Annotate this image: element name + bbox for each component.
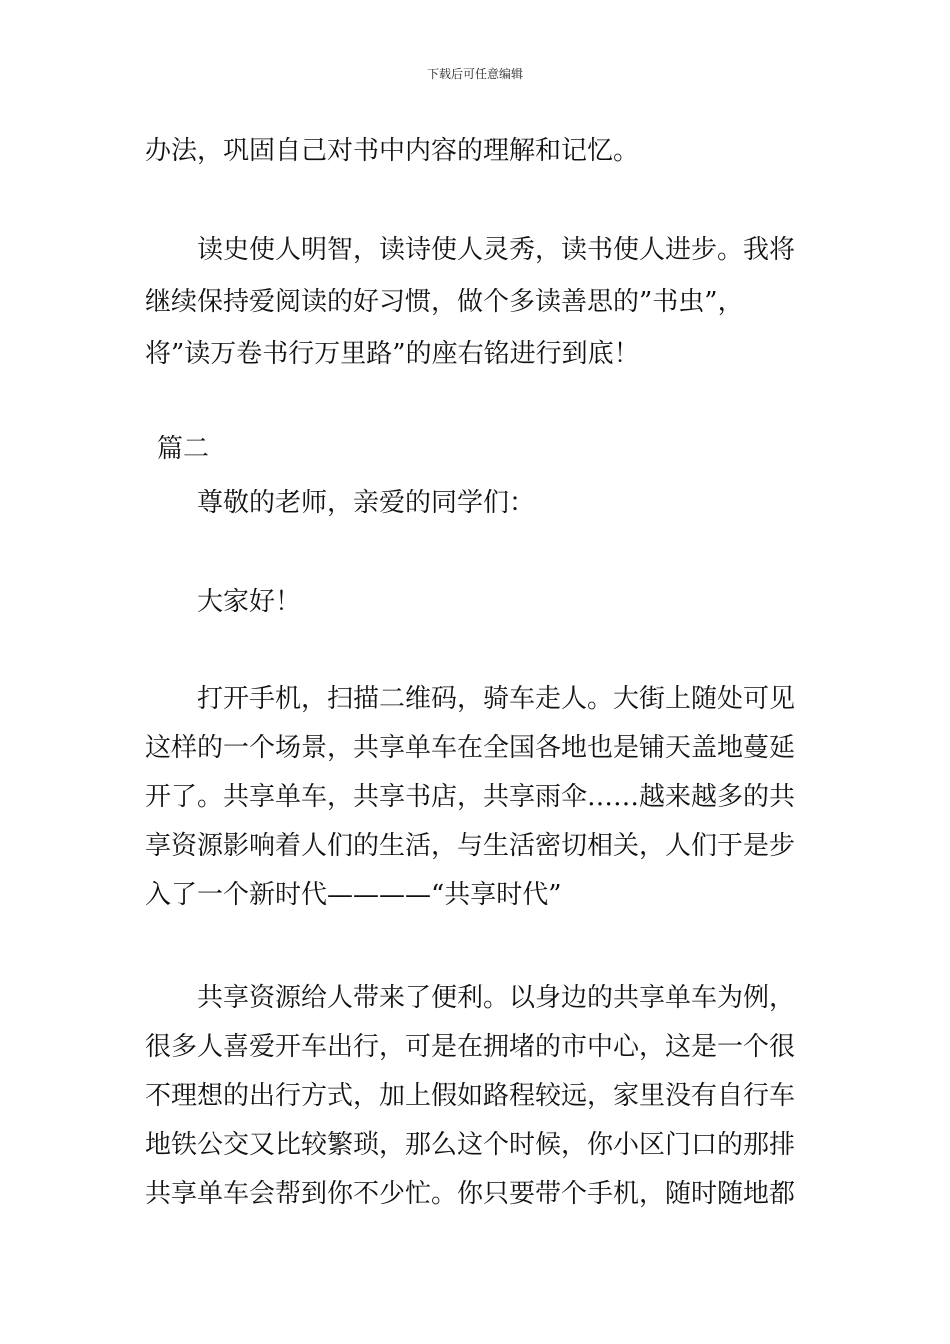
paragraph-line: 这样的一个场景，共享单车在全国各地也是铺天盖地蔓延 xyxy=(145,733,796,763)
paragraph-line: 共享单车会帮到你不少忙。你只要带个手机，随时随地都 xyxy=(145,1179,796,1209)
paragraph-line: 地铁公交又比较繁琐，那么这个时候，你小区门口的那排 xyxy=(145,1130,796,1160)
paragraph-line: 继续保持爱阅读的好习惯，做个多读善思的”书虫”， xyxy=(145,287,744,317)
paragraph-sharing-era xyxy=(145,682,795,927)
paragraph-reading-conclusion xyxy=(145,233,795,389)
hello-line: 大家好！ xyxy=(197,587,302,617)
paragraph-line: 开了。共享单车，共享书店，共享雨伞……越来越多的共 xyxy=(145,782,796,812)
paragraph-line: 入了一个新时代————“共享时代” xyxy=(145,880,562,910)
paragraph-line: 读史使人明智，读诗使人灵秀，读书使人进步。我将 xyxy=(197,235,796,265)
continuation-line: 办法，巩固自己对书中内容的理解和记忆。 xyxy=(145,136,640,166)
page-header: 下载后可任意编辑 xyxy=(426,67,523,81)
paragraph-line: 很多人喜爱开车出行，可是在拥堵的市中心，这是一个很 xyxy=(145,1032,796,1062)
paragraph-sharing-convenience xyxy=(145,981,795,1226)
paragraph-line: 享资源影响着人们的生活，与生活密切相关，人们于是步 xyxy=(145,831,796,861)
greeting-line: 尊敬的老师，亲爱的同学们： xyxy=(197,488,536,518)
paragraph-line: 共享资源给人带来了便利。以身边的共享单车为例， xyxy=(197,983,796,1013)
paragraph-line: 将”读万卷书行万里路”的座右铭进行到底！ xyxy=(145,339,640,369)
paragraph-line: 打开手机，扫描二维码，骑车走人。大街上随处可见 xyxy=(197,684,796,714)
section-heading: 篇二 xyxy=(157,434,210,464)
paragraph-line: 不理想的出行方式，加上假如路程较远，家里没有自行车 xyxy=(145,1081,796,1111)
